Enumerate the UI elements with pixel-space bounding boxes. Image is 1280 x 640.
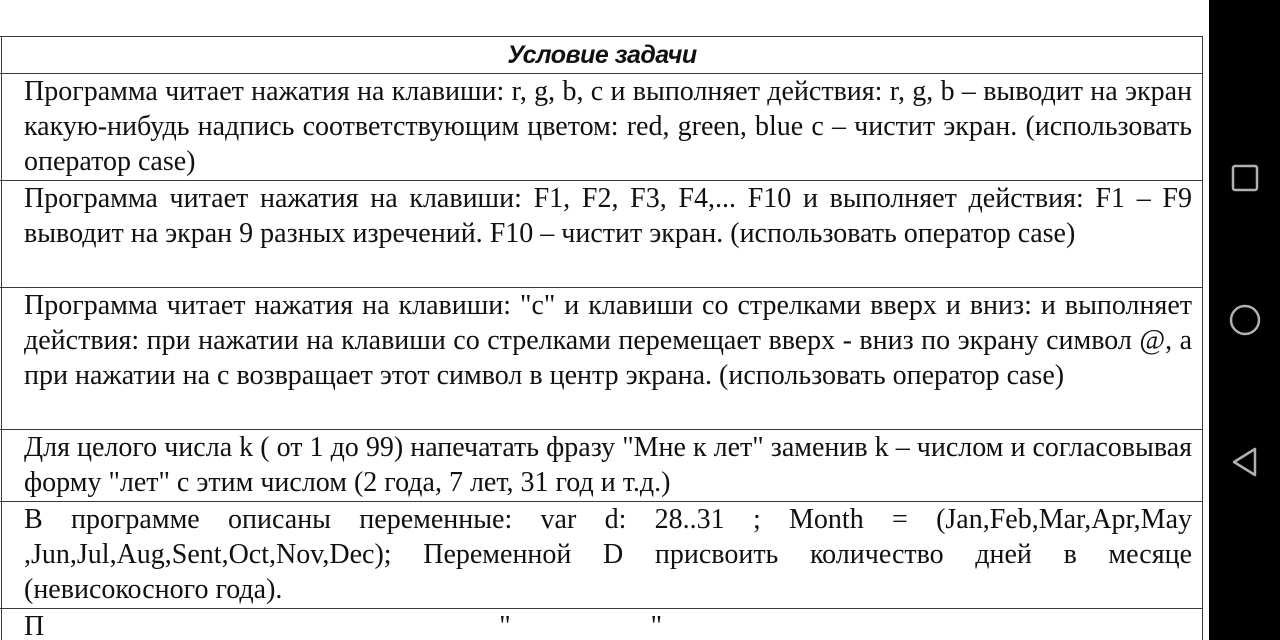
table-row <box>0 609 1203 640</box>
task-text: Для целого числа k ( от 1 до 99) напечатать фразу "Мне к лет" заменив k – числом и согласовывая форму "лет" с этим числом (2 года, 7 лет, 31 год и т.д.) <box>2 430 1203 502</box>
recents-button[interactable] <box>1209 143 1280 213</box>
home-button[interactable] <box>1209 285 1280 355</box>
navigation-bar <box>1209 0 1280 640</box>
task-text: Программа читает нажатия на клавиши: r, g, b, c и выполняет действия: r, g, b – выводит на экран какую-нибудь надпись соответствующим цветом: red, green, blue c – чистит экран. (использовать оператор case) <box>2 74 1203 181</box>
table-row <box>0 74 1203 181</box>
table-header: Условие задачи <box>2 37 1203 74</box>
triangle-back-icon <box>1231 446 1259 478</box>
back-button[interactable] <box>1209 427 1280 497</box>
table-header-row <box>0 37 1203 74</box>
task-text: П " " <box>2 609 1203 640</box>
task-text: Программа читает нажатия на клавиши: "c" и клавиши со стрелками вверх и вниз: и выполняет действия: при нажатии на клавиши со стрелками перемещает вверх - вниз по экрану символ @, а при нажатии на c возвращает этот символ в центр экрана. (использовать оператор case) <box>2 288 1203 430</box>
table-row <box>0 288 1203 430</box>
task-table <box>0 36 1203 640</box>
table-row <box>0 430 1203 502</box>
circle-home-icon <box>1228 303 1262 337</box>
table-row <box>0 181 1203 288</box>
task-text: Программа читает нажатия на клавиши: F1, F2, F3, F4,... F10 и выполняет действия: F1 – F9 выводит на экран 9 разных изречений. F10 – чистит экран. (использовать оператор case) <box>2 181 1203 288</box>
table-row <box>0 502 1203 609</box>
square-recents-icon <box>1231 164 1259 192</box>
task-text: В программе описаны переменные: var d: 28..31 ; Month = (Jan,Feb,Mar,Apr,May ,Jun,Jul,Aug,Sent,Oct,Nov,Dec); Переменной D присвоить количество дней в месяце (невисокосного года). <box>2 502 1203 609</box>
